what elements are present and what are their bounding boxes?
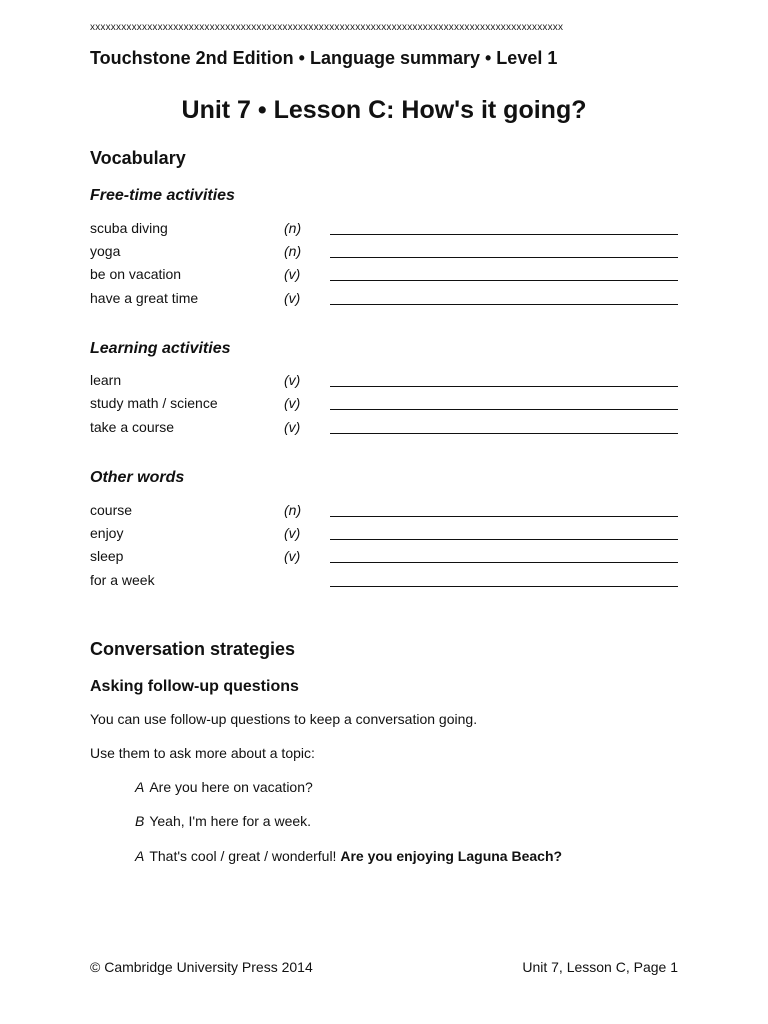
- dialogue-speaker: A: [135, 779, 145, 795]
- answer-line[interactable]: [330, 280, 678, 281]
- footer-copyright: © Cambridge University Press 2014: [90, 959, 313, 975]
- vocab-row: [90, 548, 680, 568]
- header-x-line: xxxxxxxxxxxxxxxxxxxxxxxxxxxxxxxxxxxxxxxxxxxxxxxxxxxxxxxxxxxxxxxxxxxxxxxxxxxxxxxxxxxxxxxxxxx: [90, 22, 564, 33]
- vocab-word: enjoy: [90, 525, 124, 541]
- strategies-paragraph-2: Use them to ask more about a topic:: [90, 745, 315, 761]
- vocab-word: study math / science: [90, 395, 218, 411]
- vocab-pos: (v): [284, 548, 301, 564]
- answer-line[interactable]: [330, 304, 678, 305]
- dialogue-text: Are you here on vacation?: [149, 779, 313, 795]
- vocab-row: [90, 395, 680, 415]
- vocab-row: [90, 243, 680, 263]
- vocab-word: take a course: [90, 419, 175, 435]
- vocab-pos: (v): [284, 266, 301, 282]
- vocab-pos: (v): [284, 290, 301, 306]
- vocab-pos: (v): [284, 372, 301, 388]
- dialogue-speaker: B: [135, 813, 145, 829]
- series-title: Touchstone 2nd Edition • Language summary • Level 1: [90, 48, 558, 68]
- vocab-row: [90, 266, 680, 286]
- vocab-row: [90, 525, 680, 545]
- vocab-pos: (n): [284, 220, 302, 236]
- vocab-word: learn: [90, 372, 122, 388]
- page-title: Unit 7 • Lesson C: How's it going?: [181, 96, 587, 124]
- vocab-pos: (n): [284, 502, 302, 518]
- vocab-pos: (v): [284, 525, 301, 541]
- strategies-subheading: Asking follow-up questions: [90, 678, 299, 695]
- footer-page-info: Unit 7, Lesson C, Page 1: [522, 959, 678, 975]
- dialogue-bold-text: Are you enjoying Laguna Beach?: [340, 848, 563, 864]
- answer-line[interactable]: [330, 257, 678, 258]
- vocab-pos: (v): [284, 419, 301, 435]
- vocab-row: [90, 502, 680, 522]
- vocab-word: have a great time: [90, 290, 199, 306]
- group-heading-other-words: Other words: [90, 469, 185, 486]
- vocab-pos: (n): [284, 243, 302, 259]
- vocab-word: scuba diving: [90, 220, 168, 236]
- vocab-row: [90, 419, 680, 439]
- dialogue-text: Yeah, I'm here for a week.: [149, 813, 312, 829]
- dialogue-line: [135, 779, 313, 795]
- answer-line[interactable]: [330, 386, 678, 387]
- answer-line[interactable]: [330, 234, 678, 235]
- dialogue-line: [135, 813, 311, 829]
- group-heading-learning: Learning activities: [90, 340, 231, 357]
- vocab-pos: (v): [284, 395, 301, 411]
- group-heading-free-time: Free-time activities: [90, 187, 235, 204]
- answer-line[interactable]: [330, 409, 678, 410]
- strategies-paragraph-1: You can use follow-up questions to keep a conversation going.: [90, 711, 478, 727]
- vocab-row: [90, 372, 680, 392]
- answer-line[interactable]: [330, 516, 678, 517]
- vocab-word: sleep: [90, 548, 124, 564]
- answer-line[interactable]: [330, 562, 678, 563]
- vocab-row: [90, 290, 680, 310]
- vocab-word: yoga: [90, 243, 121, 259]
- answer-line[interactable]: [330, 586, 678, 587]
- dialogue-line: [135, 848, 562, 864]
- vocabulary-heading: Vocabulary: [90, 148, 186, 168]
- answer-line[interactable]: [330, 539, 678, 540]
- dialogue-text: That's cool / great / wonderful!: [149, 848, 341, 864]
- dialogue-speaker: A: [135, 848, 145, 864]
- vocab-row: [90, 572, 680, 592]
- vocab-word: course: [90, 502, 133, 518]
- answer-line[interactable]: [330, 433, 678, 434]
- vocab-row: [90, 220, 680, 240]
- strategies-heading: Conversation strategies: [90, 639, 296, 659]
- vocab-word: for a week: [90, 572, 155, 588]
- vocab-word: be on vacation: [90, 266, 182, 282]
